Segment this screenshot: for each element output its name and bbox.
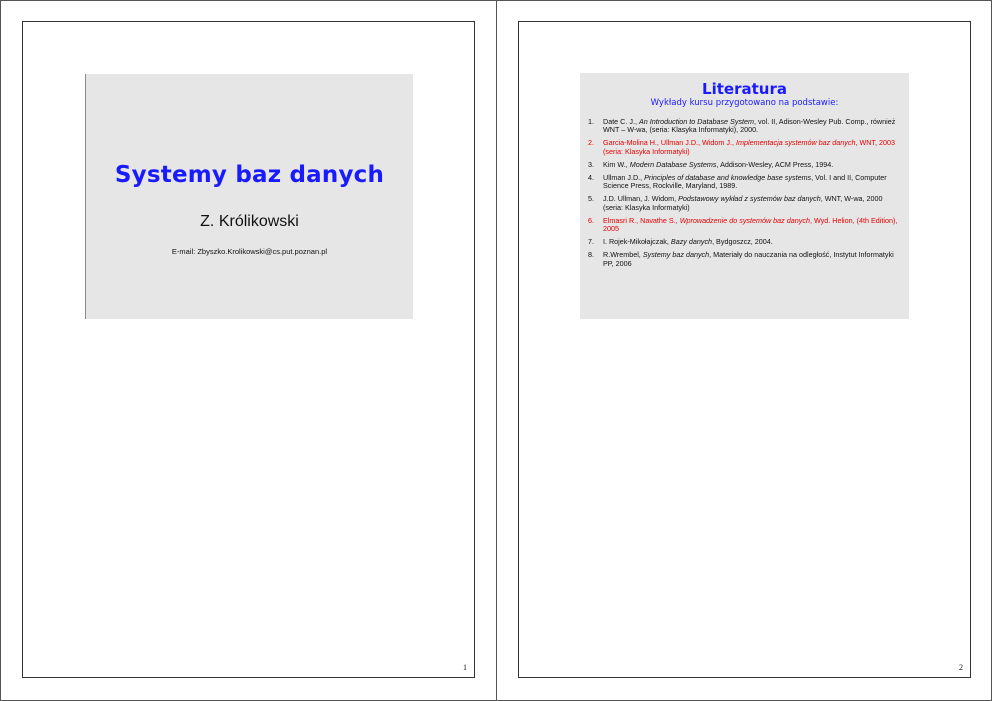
reference-title: Implementacja systemów baz danych — [736, 138, 856, 148]
reference-authors: J.D. Ullman, J. Widom, — [603, 194, 679, 204]
reference-number: 4. — [588, 173, 594, 183]
reference-number: 1. — [588, 117, 594, 126]
reference-number: 2. — [588, 138, 594, 148]
reference-list — [588, 118, 900, 273]
slide-title: Systemy baz danych — [114, 162, 385, 188]
reference-details: , Vol. I and II, Computer Science Press, Rockville, Maryland, 1989. — [603, 173, 887, 191]
reference-details: , vol. II, Adison-Wesley Pub. Comp., również WNT – W-wa, (seria: Klasyka Informatyki), 2000. — [603, 117, 896, 135]
reference-item — [588, 217, 900, 233]
page-2 — [518, 21, 971, 678]
reference-authors: Date C. J., — [603, 117, 639, 126]
reference-authors: Ullman J.D., — [603, 173, 645, 183]
reference-number: 6. — [588, 215, 594, 225]
literature-subheading: Wykłady kursu przygotowano na podstawie: — [650, 98, 839, 108]
reference-title: Systemy baz danych — [642, 250, 710, 260]
reference-item — [588, 174, 900, 190]
reference-authors: I. Rojek-Mikołajczak, — [603, 237, 671, 247]
reference-title: An Introduction to Database System — [638, 117, 755, 126]
title-slide — [85, 74, 413, 319]
reference-title: Bazy danych — [670, 237, 713, 247]
reference-title: Principles of database and knowledge base systems — [644, 173, 812, 183]
reference-authors: Garcia-Molina H., Ullman J.D., Widom J., — [603, 138, 736, 148]
reference-item — [588, 238, 900, 246]
reference-item — [588, 251, 900, 267]
reference-number: 7. — [588, 237, 594, 247]
reference-details: , Materiały do nauczania na odległość, Instytut Informatyki PP, 2006 — [603, 250, 894, 268]
reference-item — [588, 139, 900, 155]
reference-number: 3. — [588, 159, 594, 169]
reference-details: , WNT, W-wa, 2000 (seria: Klasyka Informatyki) — [603, 194, 883, 212]
reference-details: , Wyd. Helion, (4th Edition), 2005 — [603, 215, 898, 234]
literature-slide — [580, 73, 909, 319]
reference-item — [588, 161, 900, 169]
reference-number: 5. — [588, 194, 594, 204]
reference-details: , WNT, 2003 (seria: Klasyka Informatyki) — [603, 138, 895, 156]
page-number: 2 — [959, 663, 963, 672]
author-email: E-mail: Zbyszko.Krolikowski@cs.put.poznan.pl — [171, 247, 328, 256]
reference-title: Podstawowy wykład z systemów baz danych — [678, 194, 821, 204]
literature-heading: Literatura — [702, 80, 787, 98]
reference-authors: Elmasri R., Navathe S., — [603, 215, 680, 225]
reference-authors: Kim W., — [603, 159, 630, 169]
page-1 — [22, 21, 475, 678]
reference-authors: R.Wrembel, — [603, 250, 643, 260]
reference-details: , Addison-Wesley, ACM Press, 1994. — [716, 159, 834, 169]
reference-item — [588, 118, 900, 134]
reference-number: 8. — [588, 250, 594, 260]
reference-details: , Bydgoszcz, 2004. — [712, 237, 773, 247]
page-divider — [496, 1, 497, 700]
reference-title: Wprowadzenie do systemów baz danych — [679, 215, 810, 225]
page-number: 1 — [463, 663, 467, 672]
author-name: Z. Królikowski — [200, 213, 299, 230]
reference-title: Modern Database Systems — [629, 159, 717, 169]
reference-item — [588, 195, 900, 211]
